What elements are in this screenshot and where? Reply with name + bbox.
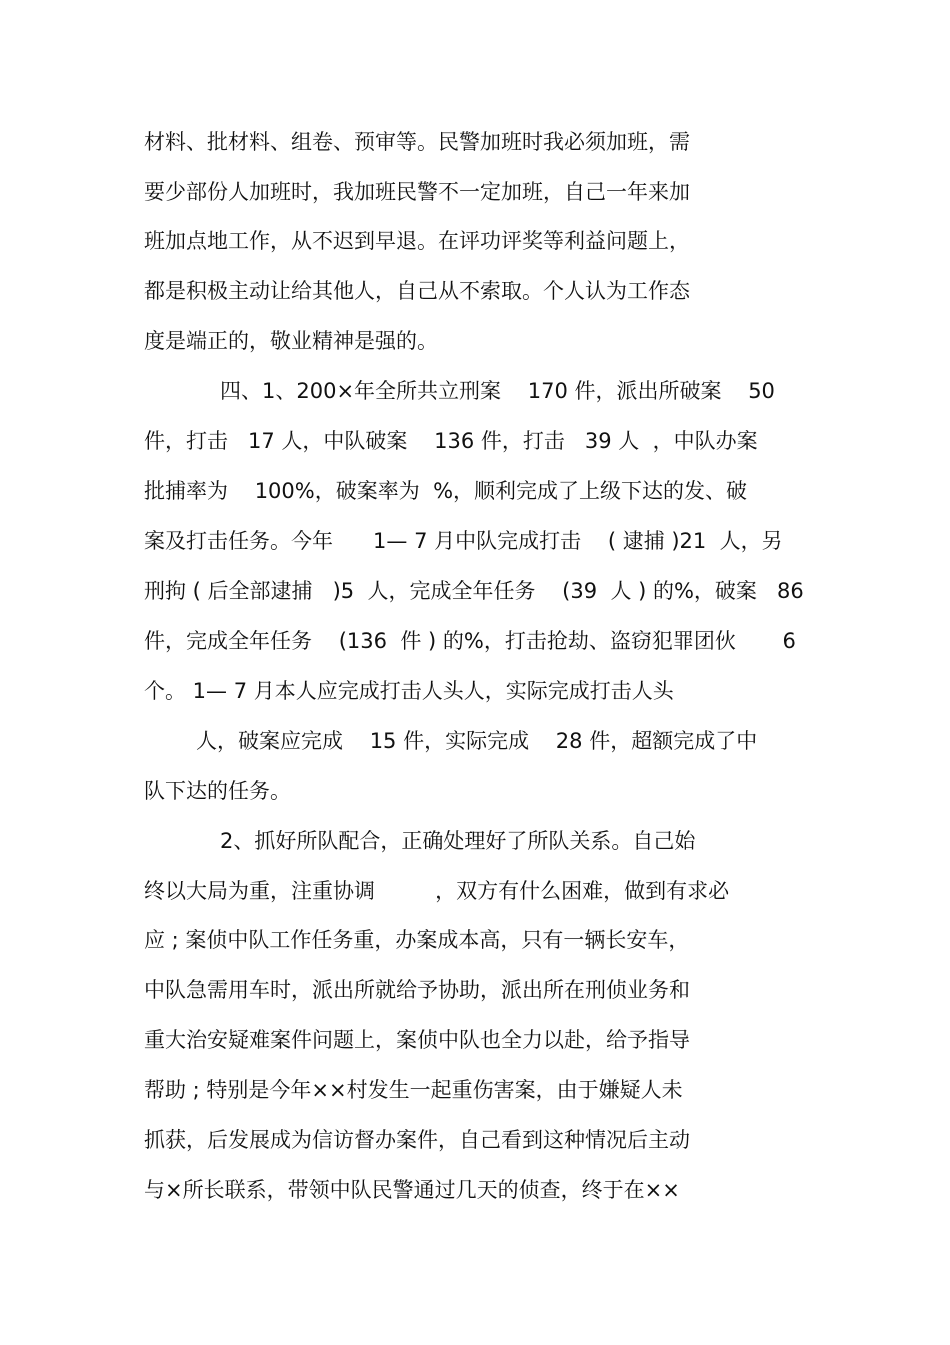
text-line: 应 ; 案侦中队工作任务重，办案成本高，只有一辆长安车， (144, 928, 690, 952)
text-line: 件，打击 17 人，中队破案 136 件，打击 39 人 ，中队办案 (144, 429, 758, 453)
text-line: 个。 1— 7 月本人应完成打击人头人，实际完成打击人头 (144, 679, 674, 703)
text-line: 度是端正的，敬业精神是强的。 (144, 329, 438, 353)
text-line: 刑拘 ( 后全部逮捕 )5 人，完成全年任务 (39 人 ) 的%，破案 86 (144, 579, 804, 603)
text-line: 案及打击任务。今年 1— 7 月中队完成打击 ( 逮捕 )21 人，另 (144, 529, 783, 553)
text-line: 2、抓好所队配合，正确处理好了所队关系。自己始 (220, 829, 696, 853)
text-line: 抓获，后发展成为信访督办案件，自己看到这种情况后主动 (144, 1128, 690, 1152)
text-line: 帮助 ; 特别是今年××村发生一起重伤害案，由于嫌疑人未 (144, 1078, 683, 1102)
text-line: 班加点地工作，从不迟到早退。在评功评奖等利益问题上， (144, 229, 690, 253)
text-line: 中队急需用车时，派出所就给予协助，派出所在刑侦业务和 (144, 978, 690, 1002)
text-line: 材料、批材料、组卷、预审等。民警加班时我必须加班，需 (144, 130, 690, 154)
text-line: 件，完成全年任务 (136 件 ) 的%，打击抢劫、盗窃犯罪团伙 6 (144, 629, 796, 653)
text-line: 与×所长联系，带领中队民警通过几天的侦查，终于在×× (144, 1178, 680, 1202)
text-line: 要少部份人加班时，我加班民警不一定加班，自己一年来加 (144, 180, 690, 204)
text-line: 队下达的任务。 (144, 779, 291, 803)
text-line: 四、1、200×年全所共立刑案 170 件，派出所破案 50 (220, 379, 775, 403)
text-line: 终以大局为重，注重协调 ，双方有什么困难，做到有求必 (144, 879, 730, 903)
text-line: 批捕率为 100%，破案率为 %，顺利完成了上级下达的发、破 (144, 479, 748, 503)
text-line: 都是积极主动让给其他人，自己从不索取。个人认为工作态 (144, 279, 690, 303)
text-line: 人，破案应完成 15 件，实际完成 28 件，超额完成了中 (196, 729, 758, 753)
text-line: 重大治安疑难案件问题上，案侦中队也全力以赴，给予指导 (144, 1028, 690, 1052)
